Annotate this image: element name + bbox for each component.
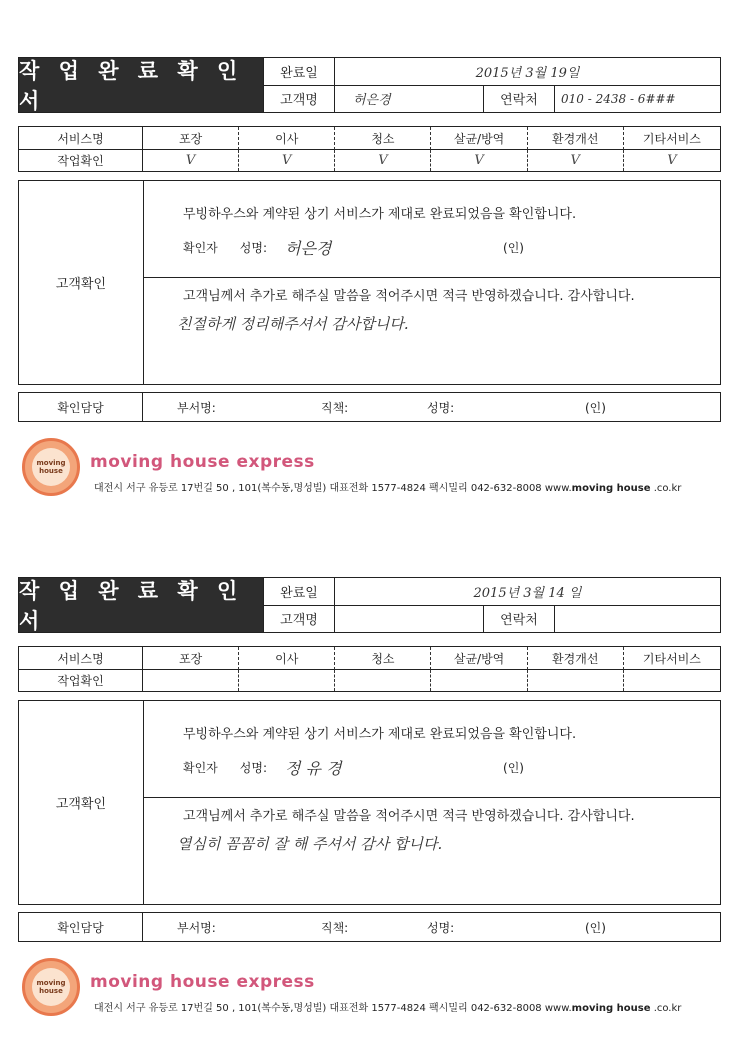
check-other	[624, 670, 720, 691]
check-sterilization: V	[431, 150, 527, 171]
contact-value	[555, 605, 720, 632]
customer-name-label: 고객명	[263, 605, 335, 632]
comment-prompt: 고객님께서 추가로 해주실 말씀을 적어주시면 적극 반영하겠습니다. 감사합니다.	[183, 809, 635, 824]
staff-label: 확인담당	[19, 913, 143, 941]
check-cleaning	[335, 670, 431, 691]
company-address	[94, 479, 681, 494]
position-label: 직책:	[321, 400, 349, 415]
staff-name-label: 성명:	[427, 920, 455, 935]
confirmer-row	[183, 756, 532, 779]
customer-confirm-label: 고객확인	[19, 701, 144, 904]
comment-prompt: 고객님께서 추가로 해주실 말씀을 적어주시면 적극 반영하겠습니다. 감사합니다.	[183, 289, 635, 304]
position-label: 직책:	[321, 920, 349, 935]
completion-date-label: 완료일	[263, 578, 335, 605]
staff-confirm-row	[18, 392, 721, 422]
web-bold: moving house	[571, 483, 651, 494]
check-cleaning: V	[335, 150, 431, 171]
brand-name: moving house express	[90, 972, 315, 992]
customer-name-value	[335, 605, 483, 632]
customer-confirm-box	[18, 700, 721, 905]
work-confirm-label: 작업확인	[19, 670, 143, 691]
company-footer	[22, 438, 722, 500]
brand-name: moving house express	[90, 452, 315, 472]
confirm-statement: 무빙하우스와 계약된 상기 서비스가 제대로 완료되었음을 확인합니다.	[183, 207, 577, 222]
check-moving: V	[239, 150, 335, 171]
dept-label: 부서명:	[177, 400, 216, 415]
service-sterilization: 살균/방역	[431, 127, 527, 150]
service-table	[18, 646, 721, 692]
check-sterilization	[431, 670, 527, 691]
logo-text: moving house	[32, 448, 70, 486]
service-cleaning: 청소	[335, 647, 431, 670]
dept-label: 부서명:	[177, 920, 216, 935]
check-packing	[143, 670, 239, 691]
form-title: 작 업 완 료 확 인 서	[19, 578, 263, 632]
staff-confirm-row	[18, 912, 721, 942]
service-environment: 환경개선	[528, 647, 624, 670]
web-bold: moving house	[571, 1003, 651, 1014]
address-text: 대전시 서구 유등로 17번길 50 , 101(복수동,명성빌) 대표전화 1577-4824 팩시밀리 042-632-8008 www.	[94, 483, 572, 494]
customer-confirm-box	[18, 180, 721, 385]
confirm-statement: 무빙하우스와 계약된 상기 서비스가 제대로 완료되었음을 확인합니다.	[183, 727, 577, 742]
confirmer-label: 확인자	[183, 761, 218, 775]
service-packing: 포장	[143, 127, 239, 150]
signer-name-value: 허은경	[285, 239, 332, 258]
form-header	[18, 577, 721, 633]
address-text: 대전시 서구 유등로 17번길 50 , 101(복수동,명성빌) 대표전화 1577-4824 팩시밀리 042-632-8008 www.	[94, 1003, 572, 1014]
service-moving: 이사	[239, 127, 335, 150]
seal-label: (인)	[503, 761, 524, 775]
signer-name-label: 성명:	[239, 761, 268, 775]
completion-date-value: 2015년 3월 14 일	[473, 586, 582, 601]
form-page-2	[0, 520, 740, 1040]
customer-name-label: 고객명	[263, 85, 335, 112]
contact-label: 연락처	[483, 85, 555, 112]
completion-date-value: 2015년 3월 19일	[475, 66, 580, 81]
service-moving: 이사	[239, 647, 335, 670]
seal-label: (인)	[503, 241, 524, 255]
customer-name-value: 허은경	[353, 93, 391, 108]
staff-name-label: 성명:	[427, 400, 455, 415]
company-logo-icon	[22, 438, 80, 496]
form-header	[18, 57, 721, 113]
web-tail: .co.kr	[653, 1003, 682, 1014]
web-tail: .co.kr	[653, 483, 682, 494]
form-page-1	[0, 0, 740, 520]
signer-name-value: 정 유 경	[285, 759, 342, 778]
service-packing: 포장	[143, 647, 239, 670]
check-moving	[239, 670, 335, 691]
company-logo-icon	[22, 958, 80, 1016]
customer-comment: 열심히 꼼꼼히 잘 해 주셔서 감사 합니다.	[177, 835, 443, 853]
completion-date-label: 완료일	[263, 58, 335, 85]
check-packing: V	[143, 150, 239, 171]
form-title: 작 업 완 료 확 인 서	[19, 58, 263, 112]
confirmer-label: 확인자	[183, 241, 218, 255]
logo-text: moving house	[32, 968, 70, 1006]
customer-confirm-label: 고객확인	[19, 181, 144, 384]
check-other: V	[667, 153, 677, 168]
confirmer-row	[183, 236, 532, 259]
staff-seal-label: (인)	[585, 920, 606, 935]
service-header-label: 서비스명	[19, 127, 143, 150]
company-address	[94, 999, 681, 1014]
staff-seal-label: (인)	[585, 400, 606, 415]
service-cleaning: 청소	[335, 127, 431, 150]
company-footer	[22, 958, 722, 1020]
check-environment: V	[528, 150, 624, 171]
check-environment	[528, 670, 624, 691]
customer-comment: 친절하게 정리해주셔서 감사합니다.	[177, 315, 409, 333]
contact-label: 연락처	[483, 605, 555, 632]
service-other: 기타서비스	[624, 127, 720, 150]
service-table	[18, 126, 721, 172]
work-confirm-label: 작업확인	[19, 150, 143, 171]
contact-value: 010 - 2438 - 6###	[561, 91, 676, 106]
service-environment: 환경개선	[528, 127, 624, 150]
signer-name-label: 성명:	[239, 241, 268, 255]
service-header-label: 서비스명	[19, 647, 143, 670]
service-other: 기타서비스	[624, 647, 720, 670]
staff-label: 확인담당	[19, 393, 143, 421]
service-sterilization: 살균/방역	[431, 647, 527, 670]
